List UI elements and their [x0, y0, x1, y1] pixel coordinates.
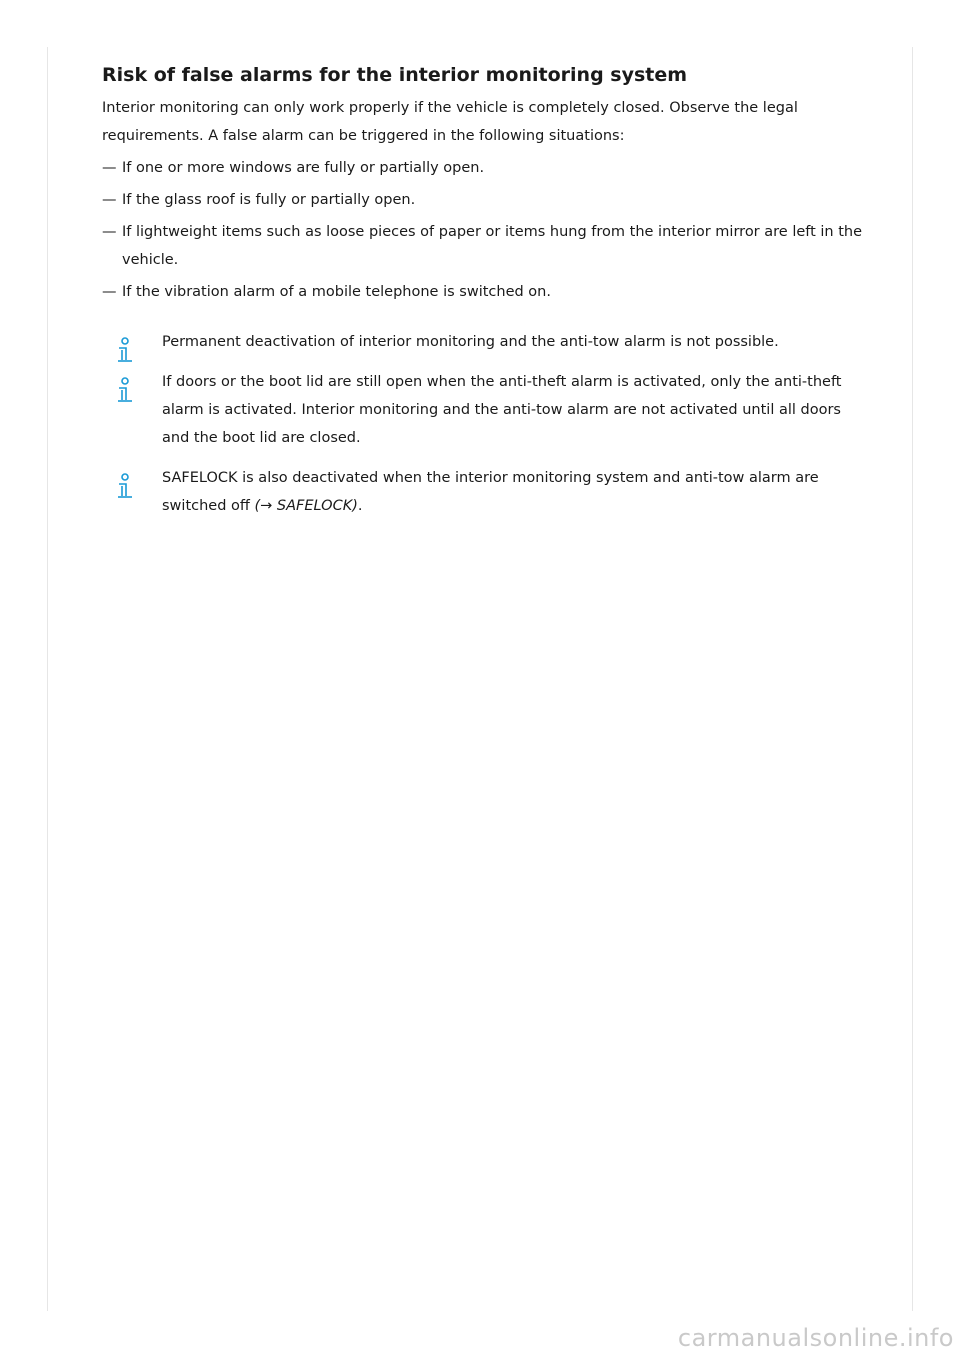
list-item-text: If lightweight items such as loose pieces of paper or items hung from the interior mirror are left in the vehicle. [122, 224, 863, 268]
list-item [102, 154, 872, 182]
right-margin-line [912, 47, 913, 1311]
info-icon [115, 377, 135, 405]
list-item-text: If the vibration alarm of a mobile telephone is switched on. [122, 284, 551, 300]
info-icon [115, 473, 135, 501]
info-note [102, 464, 872, 520]
info-note-text: SAFELOCK is also deactivated when the interior monitoring system and anti-tow alarm are switched off [162, 470, 819, 514]
list-item [102, 218, 872, 274]
list-item-text: If one or more windows are fully or partially open. [122, 160, 485, 176]
list-item [102, 278, 872, 306]
list-item [102, 186, 872, 214]
info-icon [115, 337, 135, 365]
left-margin-line [47, 47, 48, 1311]
safelock-reference-link[interactable]: (→ SAFELOCK) [254, 498, 358, 514]
bullet-dash: — [102, 224, 117, 240]
bullet-dash: — [102, 192, 117, 208]
info-note [102, 368, 872, 452]
intro-paragraph: Interior monitoring can only work properly if the vehicle is completely closed. Observe the legal requirements. A false alarm can be triggered in the following situations: [102, 100, 798, 144]
bullet-dash: — [102, 160, 117, 176]
info-note-text: Permanent deactivation of interior monitoring and the anti-tow alarm is not possible. [162, 334, 779, 350]
situation-list [102, 154, 872, 306]
section-title: Risk of false alarms for the interior monitoring system [102, 64, 688, 86]
list-item-text: If the glass roof is fully or partially open. [122, 192, 416, 208]
info-note-text: If doors or the boot lid are still open when the anti-theft alarm is activated, only the anti-theft alarm is activated. Interior monitoring and the anti-tow alarm are not activated until all doors and the boot lid are closed. [162, 374, 842, 446]
bullet-dash: — [102, 284, 117, 300]
watermark: carmanualsonline.info [677, 1324, 954, 1352]
info-notes [102, 328, 872, 520]
page-content [102, 60, 872, 532]
info-note-suffix: . [357, 498, 363, 514]
info-note [102, 328, 872, 356]
